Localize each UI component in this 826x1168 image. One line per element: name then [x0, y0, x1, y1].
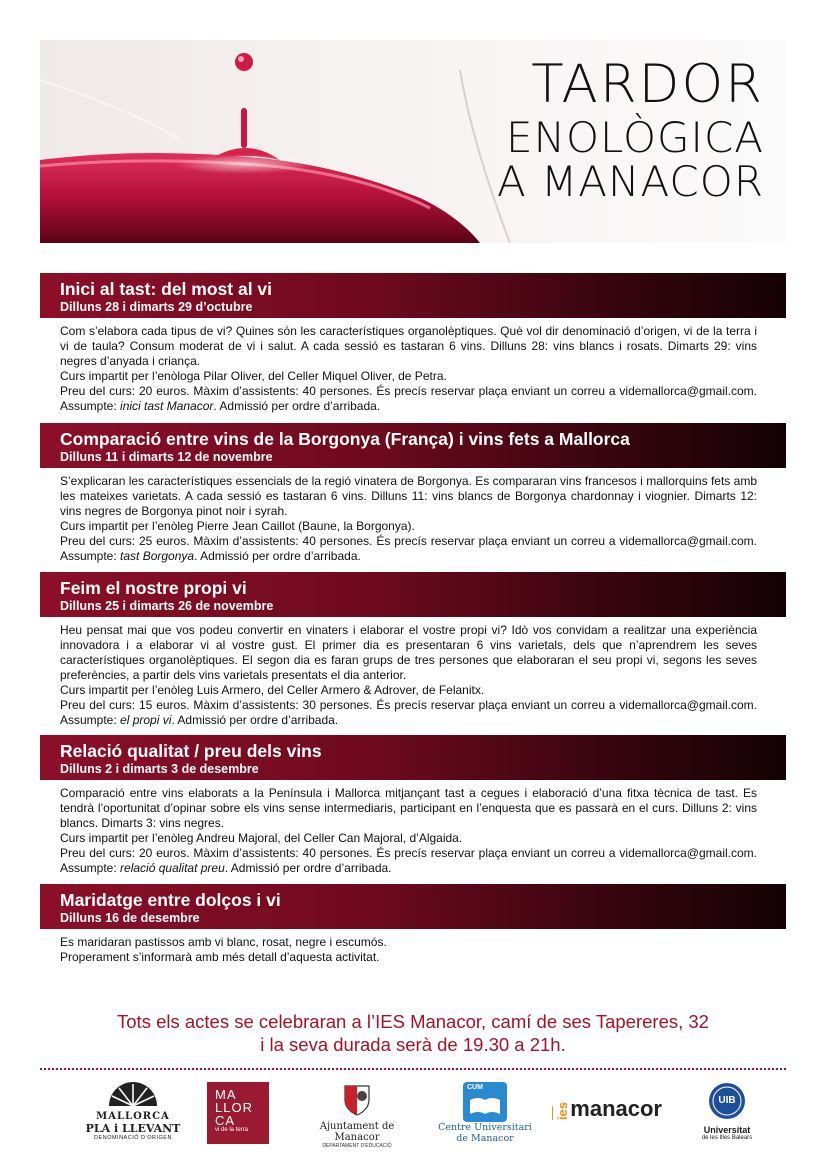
course-body — [40, 617, 786, 728]
course-description: Comparació entre vins elaborats a la Península i Mallorca mitjançant tast a cegues i elaboració d’una fitxa tècnica de tast. Es tendrà l’oportunitat d’opinar sobre els vins sense intermediaris, participant en l’enquesta que es passarà en el curs. Dilluns 2: vins blancs. Dimarts 3: vins negres. — [60, 786, 757, 830]
course-price: Preu del curs: 20 euros. Màxim d’assistents: 40 persones. És precís reservar plaça enviant un correu a videmallorca@gmail.com. Assumpte: inici tast Manacor. Admissió per ordre d’arribada. — [60, 384, 757, 413]
logo-centre-universitari: CUM Centre Universitari de Manacor — [438, 1084, 532, 1144]
course-date: Dilluns 25 i dimarts 26 de novembre — [60, 599, 274, 613]
venue-line-1: Tots els actes se celebraran a l’IES Manacor, camí de ses Tapereres, 32 — [117, 1011, 709, 1032]
course-block — [40, 735, 786, 876]
dotted-divider — [40, 1068, 786, 1070]
sponsor-logos — [40, 1082, 786, 1152]
course-price: Preu del curs: 20 euros. Màxim d’assistents: 40 persones. És precís reservar plaça enviant un correu a videmallorca@gmail.com. Assumpte: relació qualitat preu. Admissió per ordre d’arribada. — [60, 846, 757, 875]
course-body — [40, 468, 786, 564]
course-block — [40, 423, 786, 564]
course-block — [40, 884, 786, 965]
course-body — [40, 318, 786, 414]
coat-of-arms-icon — [342, 1082, 372, 1116]
course-teacher: Properament s’informarà amb més detall d’aquesta activitat. — [60, 950, 380, 964]
course-teacher: Curs impartit per l’enòleg Andreu Majoral, del Celler Can Majoral, d’Algaida. — [60, 831, 463, 845]
logo-ies-manacor: ies manacor — [552, 1098, 662, 1120]
hero-banner — [40, 40, 786, 243]
course-title: Feim el nostre propi vi — [60, 578, 247, 598]
course-description: Es maridaran pastissos amb vi blanc, rosat, negre i escumós. — [60, 935, 387, 949]
course-title: Maridatge entre dolços i vi — [60, 890, 281, 910]
sun-rays-icon — [103, 1082, 163, 1106]
course-title: Inici al tast: del most al vi — [60, 279, 273, 299]
course-title: Relació qualitat / preu dels vins — [60, 741, 322, 761]
course-price: Preu del curs: 25 euros. Màxim d’assistents: 40 persones. És precís reservar plaça enviant un correu a videmallorca@gmail.com. Assumpte: tast Borgonya. Admissió per ordre d’arribada. — [60, 534, 757, 563]
title-line-3: A MANACOR — [496, 157, 764, 206]
course-title: Comparació entre vins de la Borgonya (França) i vins fets a Mallorca — [60, 429, 630, 449]
course-price: Preu del curs: 15 euros. Màxim d’assistents: 30 persones. És precís reservar plaça enviant un correu a videmallorca@gmail.com. Assumpte: el propi vi. Admissió per ordre d’arribada. — [60, 698, 757, 727]
course-date: Dilluns 16 de desembre — [60, 911, 200, 925]
venue-line-2: i la seva durada serà de 19.30 a 21h. — [260, 1034, 566, 1055]
course-header — [40, 884, 786, 929]
course-block — [40, 572, 786, 728]
ies-badge-icon — [552, 1106, 553, 1120]
hero-title — [496, 54, 764, 206]
course-teacher: Curs impartit per l’enòleg Luis Armero, del Celler Armero & Adrover, de Felanitx. — [60, 683, 485, 697]
course-date: Dilluns 11 i dimarts 12 de novembre — [60, 450, 273, 464]
logo-pla-i-llevant: MALLORCA PLA i LLEVANT DENOMINACIÓ D’ORIGEN — [78, 1082, 188, 1141]
course-date: Dilluns 2 i dimarts 3 de desembre — [60, 762, 259, 776]
logo-ajuntament-manacor: Ajuntament de Manacor DEPARTAMENT D’EDUCACIÓ — [302, 1082, 412, 1149]
venue-note — [40, 1010, 786, 1056]
course-header — [40, 273, 786, 318]
course-subject: el propi vi — [120, 713, 172, 727]
course-teacher: Curs impartit per l’enòloga Pilar Oliver, del Celler Miquel Oliver, de Petra. — [60, 369, 447, 383]
course-header — [40, 735, 786, 780]
course-subject: tast Borgonya — [120, 549, 195, 563]
course-header — [40, 572, 786, 617]
logo-uib: UIB Universitat de les Illes Balears — [682, 1082, 772, 1141]
course-subject: inici tast Manacor — [120, 399, 214, 413]
course-teacher: Curs impartit per l’enòleg Pierre Jean Caillot (Baune, la Borgonya). — [60, 519, 415, 533]
course-body — [40, 780, 786, 876]
course-block — [40, 273, 786, 414]
course-header — [40, 423, 786, 468]
course-description: S’explicaran les característiques essencials de la regió vinatera de Borgonya. Es compararan vins francesos i mallorquins fets amb les mateixes varietats. A cada sessió es tastaran 6 vins. Dilluns 11: vins blancs de Borgonya chardonnay i viognier. Dimarts 12: vins negres de Borgonya pinot noir i syrah. — [60, 474, 757, 518]
title-line-2: ENOLÒGICA — [506, 113, 764, 162]
course-subject: relació qualitat preu — [120, 861, 225, 875]
course-body — [40, 929, 786, 965]
title-line-1: TARDOR — [531, 54, 764, 115]
course-date: Dilluns 28 i dimarts 29 d’octubre — [60, 300, 253, 314]
course-description: Com s’elabora cada tipus de vi? Quines són les característiques organolèptiques. Què vol dir denominació d’origen, vi de la terra i vi de taula? Consum moderat de vi i salut. A cada sessió es tastaran 6 vins. Dilluns 28: vins blancs i rosats. Dimarts 29: vins negres d’anyada i criança. — [60, 324, 757, 368]
course-description: Heu pensat mai que vos podeu convertir en vinaters i elaborar el vostre propi vi? Idò vos convidam a realitzar una experiència innovadora i a elaborar vi al vostre gust. El primer dia es presentaran 6 vins varietals, dels que n’aprendrem les seves característiques organolèptiques. El segon dia es faran grups de tres persones que elaboraran el seu propi vi, segons les seves preferències, a partir dels vins varietals presentats el dia anterior. — [60, 623, 757, 682]
book-icon: CUM — [463, 1082, 507, 1122]
logo-vi-de-la-terra: MA LLOR CA vi de la terra — [207, 1082, 269, 1144]
